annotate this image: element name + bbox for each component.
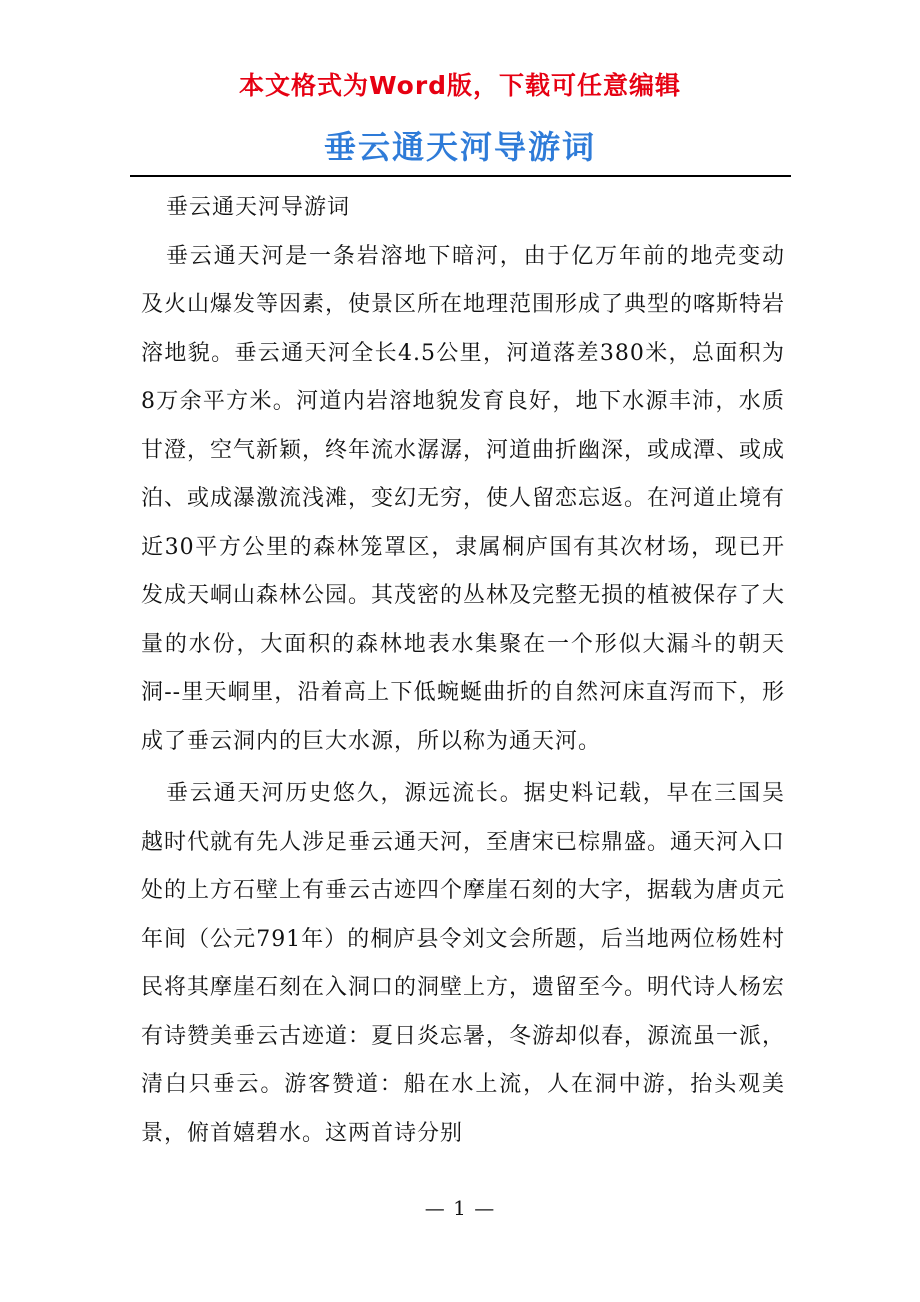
body-paragraph: 垂云通天河是一条岩溶地下暗河，由于亿万年前的地壳变动及火山爆发等因素，使景区所在地理范围形成了典型的喀斯特岩溶地貌。垂云通天河全长4.5公里，河道落差380米，总面积为8万余平方米。河道内岩溶地貌发育良好，地下水源丰沛，水质甘澄，空气新颖，终年流水潺潺，河道曲折幽深，或成潭、或成泊、或成瀑激流浅滩，变幻无穷，使人留恋忘返。在河道止境有近30平方公里的森林笼罩区，隶属桐庐国有其次材场，现已开发成天峒山森林公园。其茂密的丛林及完整无损的植被保存了大量的水份，大面积的森林地表水集聚在一个形似大漏斗的朝天洞--里天峒里，沿着高上下低蜿蜒曲折的自然河床直泻而下，形成了垂云洞内的巨大水源，所以称为通天河。 bbox=[141, 243, 786, 754]
title-divider bbox=[130, 175, 791, 177]
body-paragraph: 垂云通天河历史悠久，源远流长。据史料记载，早在三国吴越时代就有先人涉足垂云通天河，至唐宋已棕鼎盛。通天河入口处的上方石壁上有垂云古迹四个摩崖石刻的大字，据载为唐贞元年间（公元791年）的桐庐县令刘文会所题，后当地两位杨姓村民将其摩崖石刻在入洞口的洞壁上方，遗留至今。明代诗人杨宏有诗赞美垂云古迹道：夏日炎忘暑，冬游却似春，源流虽一派，清白只垂云。游客赞道：船在水上流，人在洞中游，抬头观美景，俯首嬉碧水。这两首诗分别 bbox=[141, 781, 786, 1146]
body-subtitle: 垂云通天河导游词 bbox=[166, 195, 351, 220]
page-number: — 1 — bbox=[424, 1196, 496, 1220]
document-title: 垂云通天河导游词 bbox=[323, 128, 596, 166]
format-notice: 本文格式为Word版，下载可任意编辑 bbox=[238, 71, 682, 100]
document-body bbox=[141, 184, 785, 1158]
